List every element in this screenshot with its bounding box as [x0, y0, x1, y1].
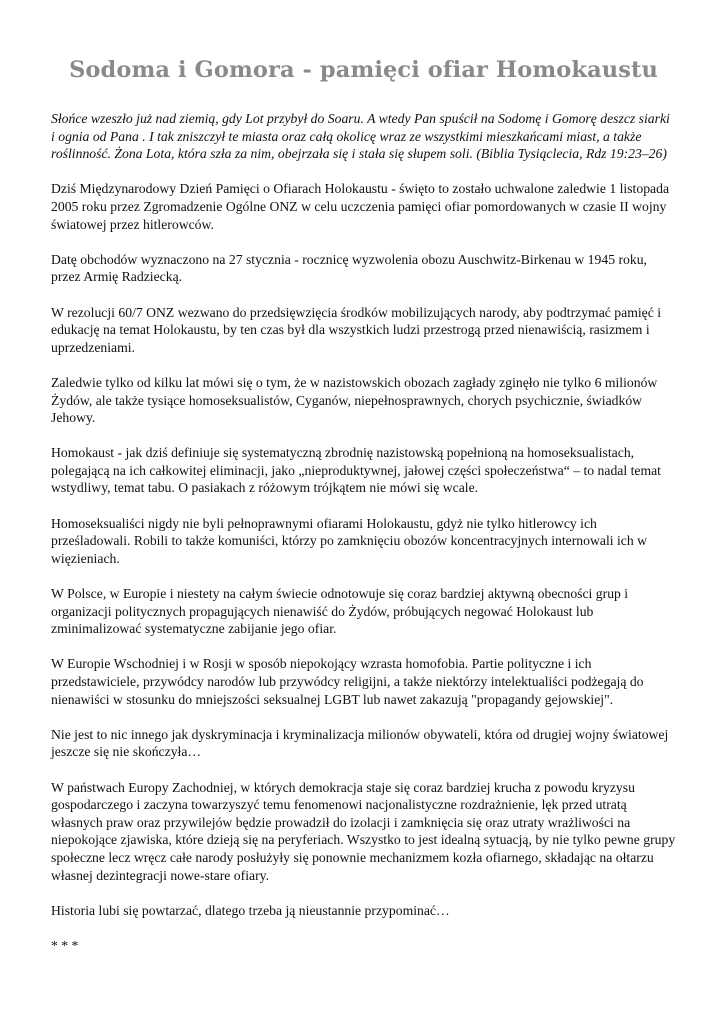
paragraph-history: Historia lubi się powtarzać, dlatego trzeba ją nieustannie przypominać…	[51, 902, 450, 918]
section-separator: * * *	[51, 937, 79, 953]
paragraph-recognition: Homoseksualiści nigdy nie byli pełnoprawnymi ofiarami Holokaustu, gdyż nie tylko hitlerowcy ich prześladowali. Robili to także komuniści, którzy po zamknięciu obozów koncentracyjnych internowali ich w więzieniach.	[51, 515, 647, 566]
document-page	[51, 50, 676, 955]
page-title: Sodoma i Gomora - pamięci ofiar Homokaustu	[69, 57, 658, 83]
paragraph-resolution: W rezolucji 60/7 ONZ wezwano do przedsięwzięcia środków mobilizujących narody, aby podtrzymać pamięć i edukację na temat Holokaustu, by ten czas był dla wszystkich ludzi przestrogą przed nienawiścią, rasizmem i uprzedzeniami.	[51, 304, 662, 355]
paragraph-homokaust: Homokaust - jak dziś definiuje się systematyczną zbrodnię nazistowską popełnioną na homoseksualistach, polegającą na ich całkowitej eliminacji, jako „nieproduktywnej, jałowej części społeczeństwa“ – to nadal temat wstydliwy, temat tabu. O pasiakach z różowym trójkątem nie mówi się wcale.	[51, 445, 661, 496]
paragraph-memorial-day: Dziś Międzynarodowy Dzień Pamięci o Ofiarach Holokaustu - święto to zostało uchwalone zaledwie 1 listopada 2005 roku przez Zgromadzenie Ogólne ONZ w celu uczczenia pamięci ofiar pomordowanych w czasie II wojny światowej przez hitlerowców.	[51, 181, 670, 232]
paragraph-poland-europe: W Polsce, w Europie i niestety na całym świecie odnotowuje się coraz bardziej aktywną obecności grup i organizacji politycznych propagujących nienawiść do Żydów, próbujących negować Holokaust lub zminimalizować systematyczne zabijanie jego ofiar.	[51, 586, 629, 637]
paragraph-eastern-europe: W Europie Wschodniej i w Rosji w sposób niepokojący wzrasta homofobia. Partie polityczne i ich przedstawiciele, przywódcy narodów lub przywódcy religijni, a także niektórzy intelektualiści podżegają do nienawiści w stosunku do mniejszości seksualnej LGBT lub nawet zakazują "propagandy gejowskiej".	[51, 656, 644, 707]
bible-quote: Słońce wzeszło już nad ziemią, gdy Lot przybył do Soaru. A wtedy Pan spuścił na Sodomę i Gomorę deszcz siarki i ognia od Pana . I tak zniszczył te miasta oraz całą okolicę wraz ze wszystkimi mieszkańcami miast, a także roślinność. Żona Lota, która szła za nim, obejrzała się i stała się słupem soli. (Biblia Tysiąclecia, Rdz 19:23–26)	[51, 111, 670, 162]
paragraph-western-europe: W państwach Europy Zachodniej, w których demokracja staje się coraz bardziej krucha z powodu kryzysu gospodarczego i zaczyna towarzyszyć temu fenomenowi nacjonalistyczne rozdrażnienie, lęk przed utratą własnych praw oraz przywilejów będzie prowadził do izolacji i zamknięcia się oraz utraty wrażliwości na niepokojące zjawiska, które dzieją się na peryferiach. Wszystko to jest idealną sytuacją, by nie tylko pewne grupy społeczne lecz wręcz całe narody posłużyły się ponownie mechanizmem kozła ofiarnego, składając na ołtarzu własnej dezintegracji nowe-stare ofiary.	[51, 779, 676, 883]
paragraph-date: Datę obchodów wyznaczono na 27 stycznia - rocznicę wyzwolenia obozu Auschwitz-Birkenau w 1945 roku, przez Armię Radziecką.	[51, 251, 647, 285]
paragraph-victims: Zaledwie tylko od kilku lat mówi się o tym, że w nazistowskich obozach zagłady zginęło nie tylko 6 milionów Żydów, ale także tysiące homoseksualistów, Cyganów, niepełnosprawnych, chorych psychicznie, świadków Jehowy.	[51, 374, 658, 426]
paragraph-discrimination: Nie jest to nic innego jak dyskryminacja i kryminalizacja milionów obywateli, która od drugiej wojny światowej jeszcze się nie skończyła…	[51, 726, 669, 760]
